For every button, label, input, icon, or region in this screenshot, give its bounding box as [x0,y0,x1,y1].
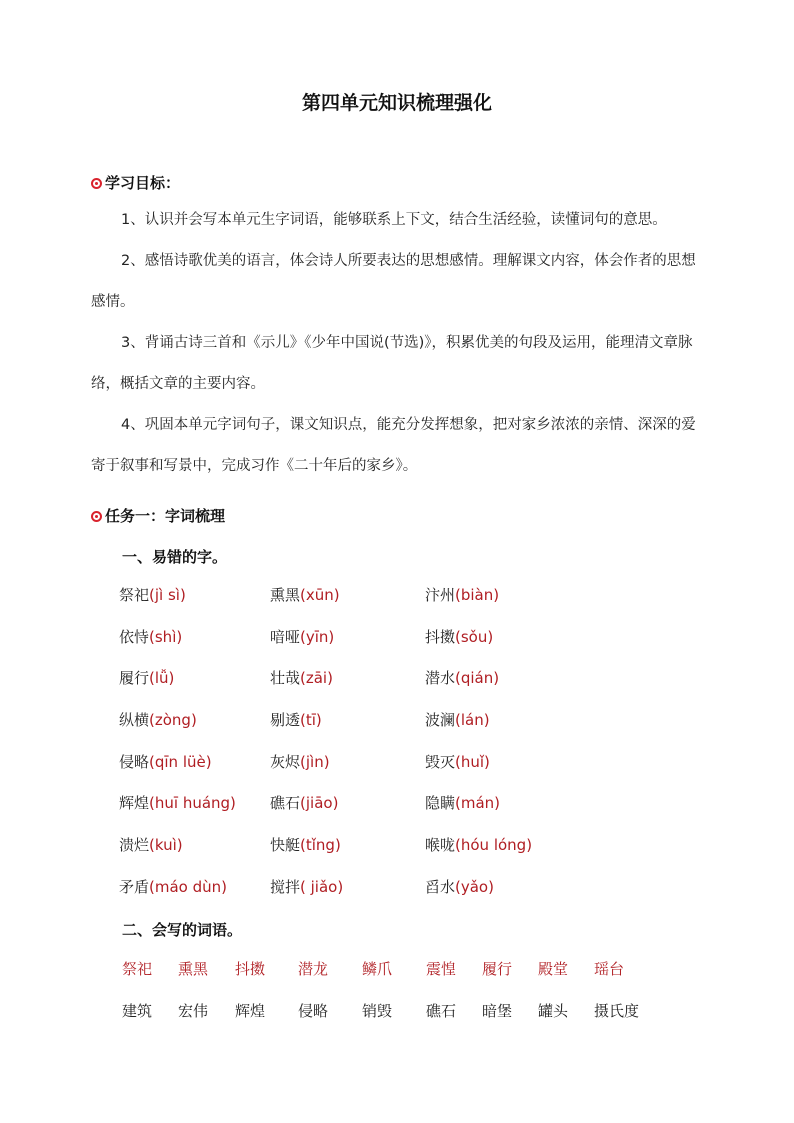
vocab-item [119,584,186,605]
vocab-item [119,626,182,647]
vocab-pinyin: (lán) [455,711,490,730]
vocab-word: 熏黑 [270,586,301,604]
target-bullet-icon [91,178,102,189]
vocab-item [270,626,334,647]
vocab-pinyin: (jì sì) [149,586,186,604]
vocab-pinyin: (xūn) [300,586,340,604]
vocab-pinyin: (máo dùn) [149,877,228,896]
vocab-word: 侵略 [119,752,150,771]
writable-word: 熏黑 [178,960,209,978]
vocab-item [425,792,500,813]
vocab-item [425,834,532,855]
vocab-item [425,751,490,772]
task1-heading [91,505,225,526]
vocab-item [270,584,340,605]
writable-word: 鳞爪 [362,960,393,978]
vocab-pinyin: (zòng) [149,711,197,730]
vocab-pinyin: (lǚ) [149,669,175,688]
vocab-item [425,876,494,897]
target-bullet-icon [91,511,102,522]
vocab-word: 剔透 [270,711,301,730]
vocab-pinyin: (jiāo) [300,794,339,813]
vocab-word: 毁灭 [425,752,456,771]
vocab-pinyin: (shì) [149,627,183,646]
vocab-word: 矛盾 [119,877,150,896]
vocab-word: 祭祀 [119,586,150,604]
writable-word: 殿堂 [538,960,569,978]
vocab-row [119,792,719,834]
vocab-word: 履行 [119,669,150,688]
vocab-item [270,834,341,855]
vocab-item [119,834,183,855]
writable-word: 摄氏度 [594,1002,640,1020]
writable-word: 祭祀 [122,960,153,978]
writable-word: 侵略 [298,1002,329,1020]
vocab-row [119,709,719,751]
vocab-pinyin: (sǒu) [455,627,494,646]
writable-word: 销毁 [362,1002,393,1020]
writable-word: 履行 [482,960,513,978]
vocab-pinyin: (tǐng) [300,836,341,855]
goal-item: 1、认识并会写本单元生字词语，能够联系上下文，结合生活经验，读懂词句的意思。 [121,212,667,228]
vocab-word: 壮哉 [270,669,301,688]
vocab-item [425,709,490,730]
writable-word: 瑶台 [594,960,625,978]
vocab-word: 喉咙 [425,836,456,855]
writable-word: 潜龙 [298,960,329,978]
vocab-word: 溃烂 [119,836,150,855]
page-title: 第四单元知识梳理强化 [301,92,492,114]
vocab-word: 波澜 [425,711,456,730]
goal-item: 4、巩固本单元字词句子，课文知识点，能充分发挥想象，把对家乡浓浓的亲情、深深的爱寄于叙事和写景中，完成习作《二十年后的家乡》。 [91,417,696,474]
vocab-word: 灰烬 [270,752,301,771]
goals-heading [91,172,180,193]
vocab-item [270,876,343,897]
writable-word: 宏伟 [178,1002,209,1020]
error-prone-vocab-grid [119,584,719,918]
vocab-pinyin: (mán) [455,794,501,813]
vocab-row [119,876,719,918]
vocab-item [270,792,338,813]
vocab-word: 舀水 [425,877,456,896]
task1-heading-text: 任务一：字词梳理 [105,507,226,525]
subheading-error-prone: 一、易错的字。 [122,548,228,566]
vocab-pinyin: (hóu lóng) [455,836,533,855]
vocab-pinyin: (biàn) [455,586,500,604]
vocab-word: 快艇 [270,836,301,855]
goals-heading-text: 学习目标： [105,174,181,192]
writable-word: 暗堡 [482,1002,513,1020]
vocab-item [119,792,236,813]
vocab-item [270,667,333,688]
vocab-pinyin: (qián) [455,669,500,688]
vocab-pinyin: (yīn) [300,627,335,646]
writable-word: 震惶 [426,960,457,978]
writable-word: 建筑 [122,1002,153,1020]
vocab-item [270,751,330,772]
goal-item: 2、感悟诗歌优美的语言，体会诗人所要表达的思想感情。理解课文内容，体会作者的思想感情。 [91,253,696,310]
vocab-row [119,751,719,793]
vocab-word: 喑哑 [270,627,301,646]
vocab-item [425,584,499,605]
subheading-writable-words: 二、会写的词语。 [122,921,243,939]
vocab-word: 依恃 [119,627,150,646]
vocab-word: 抖擞 [425,627,456,646]
vocab-pinyin: (qīn lüè) [149,752,212,771]
writable-word: 抖擞 [235,960,266,978]
vocab-word: 纵横 [119,711,150,730]
vocab-item [270,709,322,730]
writable-word: 礁石 [426,1002,457,1020]
vocab-item [119,751,212,772]
vocab-item [119,667,174,688]
vocab-row [119,626,719,668]
vocab-row [119,584,719,626]
vocab-item [425,626,493,647]
vocab-item [425,667,499,688]
vocab-word: 辉煌 [119,794,150,813]
vocab-pinyin: (huǐ) [455,752,490,771]
vocab-pinyin: (huī huáng) [149,794,236,813]
vocab-pinyin: (jìn) [300,752,330,771]
vocab-pinyin: (zāi) [300,669,333,688]
goals-list [91,200,703,487]
vocab-item [119,709,197,730]
vocab-pinyin: ( jiǎo) [300,877,344,896]
vocab-row [119,834,719,876]
vocab-item [119,876,227,897]
vocab-pinyin: (kuì) [149,836,183,855]
vocab-word: 汴州 [425,586,456,604]
vocab-word: 潜水 [425,669,456,688]
words-row [122,958,682,1000]
goal-item: 3、背诵古诗三首和《示儿》《少年中国说(节选)》，积累优美的句段及运用，能理清文章脉络，概括文章的主要内容。 [91,335,693,392]
writable-word: 罐头 [538,1002,569,1020]
vocab-word: 隐瞒 [425,794,456,813]
vocab-pinyin: (yǎo) [455,877,494,896]
vocab-word: 礁石 [270,794,301,813]
vocab-pinyin: (tī) [300,711,322,730]
writable-words-grid [122,958,682,1042]
writable-word: 辉煌 [235,1002,266,1020]
vocab-row [119,667,719,709]
vocab-word: 搅拌 [270,877,301,896]
words-row [122,1000,682,1042]
